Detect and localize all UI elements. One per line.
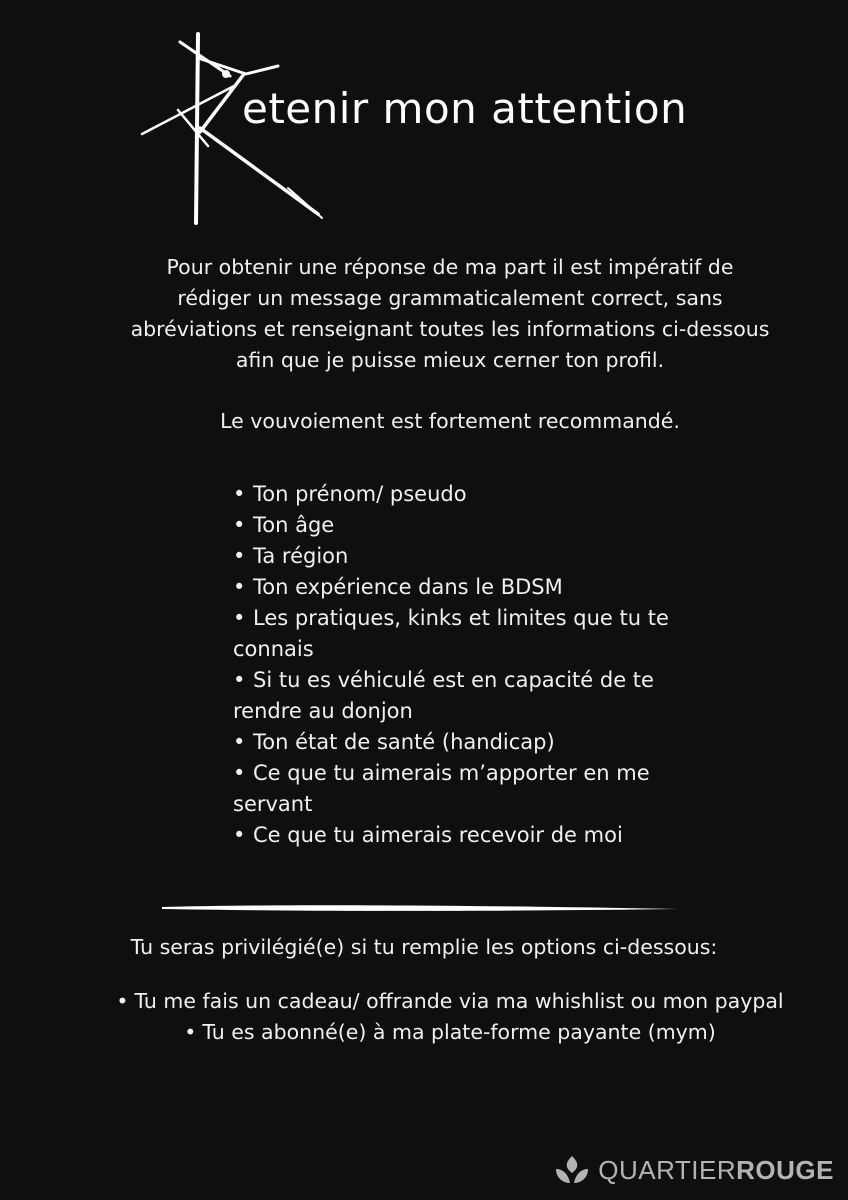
watermark [552, 1152, 834, 1188]
list-item [233, 541, 683, 572]
list-item [233, 820, 683, 851]
page-title: etenir mon attention [242, 84, 688, 133]
watermark-text-bold: ROUGE [736, 1154, 834, 1185]
recommendation-text: Le vouvoiement est fortement recommandé. [220, 409, 680, 433]
list-item [233, 572, 683, 603]
list-item [233, 758, 683, 820]
list-item [110, 1017, 790, 1048]
bullet-icon: • [233, 544, 246, 568]
list-item [233, 727, 683, 758]
required-info-list [233, 479, 683, 851]
bullet-icon: • [233, 761, 246, 785]
list-item-text: Ta région [253, 544, 349, 568]
bullet-icon: • [233, 482, 246, 506]
watermark-text-light: QUARTIER [598, 1154, 737, 1185]
bullet-icon: • [233, 606, 246, 630]
privileged-heading: Tu seras privilégié(e) si tu remplie les options ci-dessous: [130, 935, 718, 959]
list-item [233, 603, 683, 665]
bullet-icon: • [233, 668, 246, 692]
list-item [110, 986, 790, 1017]
list-item [233, 510, 683, 541]
bullet-icon: • [233, 730, 246, 754]
list-item-text: Ton âge [253, 513, 335, 537]
divider [160, 900, 680, 916]
list-item-text: Ton prénom/ pseudo [253, 482, 467, 506]
list-item-text: Tu me fais un cadeau/ offrande via ma whishlist ou mon paypal [134, 989, 784, 1013]
bullet-icon: • [116, 989, 129, 1013]
list-item [233, 665, 683, 727]
list-item-text: Ce que tu aimerais recevoir de moi [253, 823, 623, 847]
list-item-text: Si tu es véhiculé est en capacité de te rendre au donjon [233, 668, 654, 723]
list-item-text: Ton expérience dans le BDSM [253, 575, 563, 599]
list-item-text: Ton état de santé (handicap) [253, 730, 555, 754]
list-item-text: Les pratiques, kinks et limites que tu te connais [233, 606, 669, 661]
bullet-icon: • [233, 575, 246, 599]
bullet-icon: • [233, 513, 246, 537]
intro-paragraph: Pour obtenir une réponse de ma part il est impératif de rédiger un message grammaticalement correct, sans abréviations et renseignant toutes les informations ci-dessous afin que je puisse mieux cerner ton profil. [130, 255, 770, 372]
bullet-icon: • [184, 1020, 197, 1044]
list-item-text: Tu es abonné(e) à ma plate-forme payante (mym) [202, 1020, 716, 1044]
privileged-options-list [110, 986, 790, 1048]
bullet-icon: • [233, 823, 246, 847]
watermark-text [598, 1155, 834, 1186]
list-item [233, 479, 683, 510]
quartier-rouge-logo-icon [552, 1153, 592, 1187]
list-item-text: Ce que tu aimerais m’apporter en me servant [233, 761, 650, 816]
